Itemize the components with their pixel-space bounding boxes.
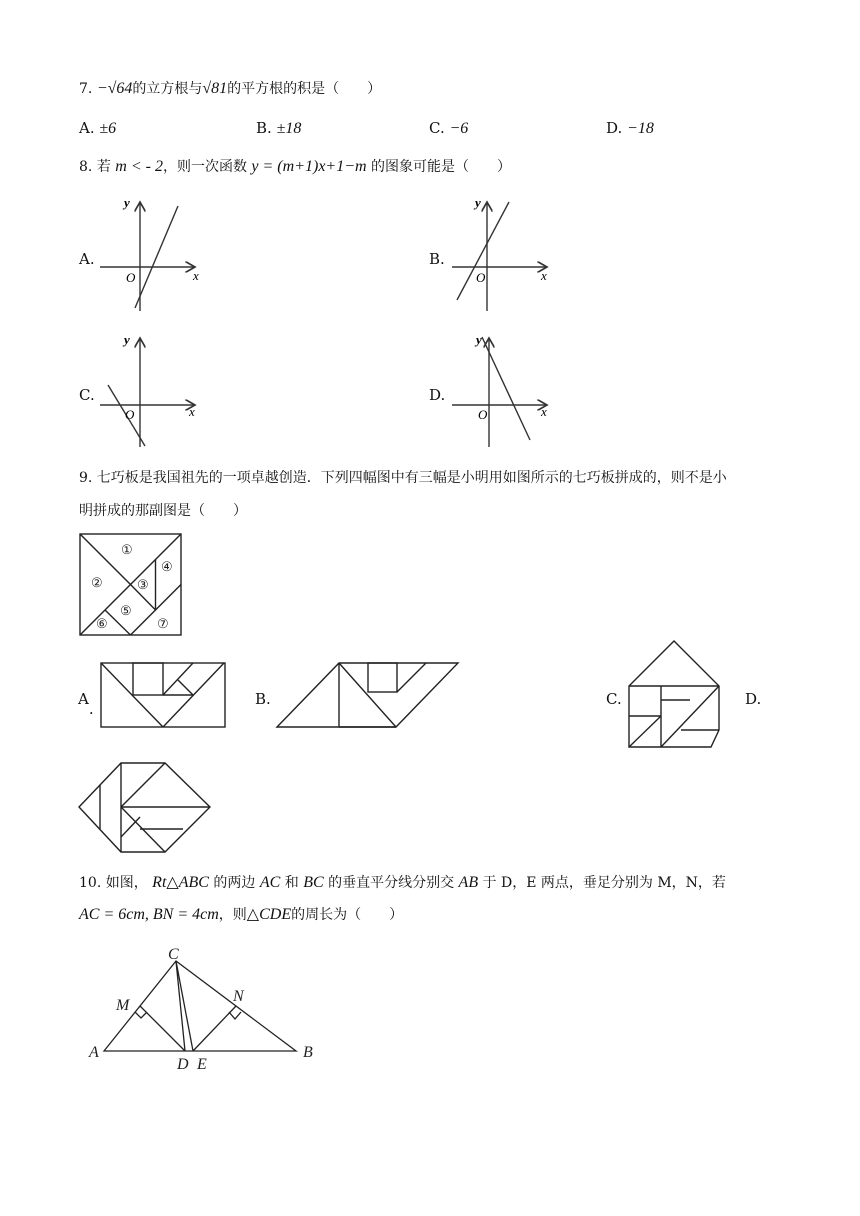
- q7-text-1: 的立方根与: [132, 81, 203, 97]
- q10-text-5: 于 D，E 两点，垂足分别为 M，N，若: [482, 875, 726, 891]
- q8-graph-a: [95, 196, 205, 316]
- origin-label: O: [478, 407, 488, 422]
- q9-option-a-label[interactable]: [78, 690, 94, 718]
- point-c-label: C: [168, 946, 179, 963]
- q7-option-a[interactable]: [79, 119, 116, 138]
- triangle-abc: [104, 961, 296, 1051]
- q7-text-2: 的平方根的积是（ ）: [227, 81, 382, 97]
- q9-option-a-letter: A: [78, 690, 89, 708]
- y-label: y: [124, 332, 130, 347]
- q10-text-7: 的周长为（ ）: [291, 907, 404, 923]
- q7-option-a-label: A.: [79, 119, 95, 137]
- function-line: [457, 202, 509, 300]
- q9-option-c-label[interactable]: C.: [606, 690, 622, 708]
- q8-condition: m < - 2: [115, 158, 163, 175]
- q8-graph-c: [95, 332, 205, 452]
- q7-option-d-label: D.: [606, 119, 623, 137]
- q10-text-3: 和: [284, 875, 299, 891]
- piece-5-label: ⑤: [120, 603, 132, 618]
- q7-option-b[interactable]: [256, 119, 301, 138]
- q8-graph-d-label[interactable]: D.: [429, 386, 446, 404]
- q9-option-a-dot: .: [88, 700, 94, 718]
- q8-function: y = (m+1)x+1−m: [251, 158, 367, 175]
- q7-option-a-value: ±6: [99, 120, 117, 137]
- q7-sqrt-81: √81: [202, 80, 228, 97]
- function-line: [135, 206, 178, 308]
- tangram-option-d[interactable]: [78, 762, 212, 854]
- q10-ab: AB: [458, 874, 479, 891]
- piece-1-label: ①: [121, 542, 133, 557]
- q7-option-c[interactable]: [429, 119, 468, 138]
- piece-4-label: ④: [161, 559, 173, 574]
- q7-option-d[interactable]: [606, 119, 654, 138]
- q8-stem: [79, 158, 511, 176]
- piece-2-label: ②: [91, 575, 103, 590]
- y-label: y: [476, 332, 482, 347]
- y-label: y: [124, 195, 130, 210]
- q8-text-1: 若: [96, 159, 111, 175]
- q7-option-b-label: B.: [256, 119, 272, 137]
- q10-text-2: 的两边: [213, 875, 256, 891]
- q10-triangle-figure: [86, 946, 326, 1076]
- q8-graph-d: [447, 332, 557, 452]
- q8-text-3: 的图象可能是（ ）: [371, 159, 512, 175]
- q10-given: AC = 6cm, BN = 4cm: [79, 906, 219, 923]
- point-n-label: N: [233, 988, 244, 1005]
- q10-triangle: Rt△ABC: [152, 874, 209, 891]
- point-e-label: E: [197, 1056, 207, 1073]
- q10-cde: △CDE: [246, 906, 292, 923]
- q9-option-d-label[interactable]: D.: [745, 690, 762, 708]
- origin-label: O: [126, 270, 136, 285]
- q10-text-1: 如图，: [105, 875, 148, 891]
- point-a-label: A: [89, 1044, 99, 1061]
- tangram-option-a[interactable]: [100, 662, 226, 728]
- origin-label: O: [476, 270, 486, 285]
- q7-option-c-value: −6: [449, 120, 469, 137]
- origin-label: O: [125, 407, 135, 422]
- point-b-label: B: [303, 1044, 313, 1061]
- q8-graph-a-label[interactable]: A.: [79, 250, 95, 268]
- tangram-option-c[interactable]: [628, 640, 722, 750]
- q7-option-c-label: C.: [429, 119, 445, 137]
- q10-ac: AC: [259, 874, 281, 891]
- q10-text-4: 的垂直平分线分别交: [328, 875, 455, 891]
- q9-stem-line-1: 9. 七巧板是我国祖先的一项卓越创造．下列四幅图中有三幅是小明用如图所示的七巧板拼成的，则不是小: [79, 470, 727, 486]
- x-label: x: [189, 404, 195, 419]
- q8-graph-b: [447, 196, 557, 316]
- x-label: x: [541, 404, 547, 419]
- q8-number: 8.: [79, 159, 93, 175]
- q10-bc: BC: [303, 874, 324, 891]
- q10-stem-line-2: [79, 906, 403, 924]
- q8-text-2: ，则一次函数: [162, 159, 247, 175]
- point-d-label: D: [177, 1056, 189, 1073]
- q9-stem-line-2: 明拼成的那副图是（ ）: [79, 503, 247, 519]
- q7-option-d-value: −18: [627, 120, 654, 137]
- q9-option-b-label[interactable]: B.: [255, 690, 271, 708]
- q7-number: 7.: [79, 81, 93, 97]
- q8-graph-c-label[interactable]: C.: [79, 386, 95, 404]
- q10-number: 10.: [79, 875, 102, 891]
- tangram-reference: [79, 533, 183, 637]
- tangram-option-b[interactable]: [276, 662, 460, 728]
- piece-3-label: ③: [137, 577, 149, 592]
- q8-graph-b-label[interactable]: B.: [429, 250, 445, 268]
- y-label: y: [475, 195, 481, 210]
- x-label: x: [193, 268, 199, 283]
- q7-neg-sqrt-64: −√64: [96, 80, 133, 97]
- q10-stem-line-1: [79, 874, 726, 892]
- point-m-label: M: [116, 997, 130, 1014]
- piece-7-label: ⑦: [157, 616, 169, 631]
- q10-text-6: ，则: [218, 907, 247, 923]
- piece-6-label: ⑥: [96, 616, 108, 631]
- q7-option-b-value: ±18: [276, 120, 302, 137]
- x-label: x: [541, 268, 547, 283]
- q7-stem: [79, 80, 381, 98]
